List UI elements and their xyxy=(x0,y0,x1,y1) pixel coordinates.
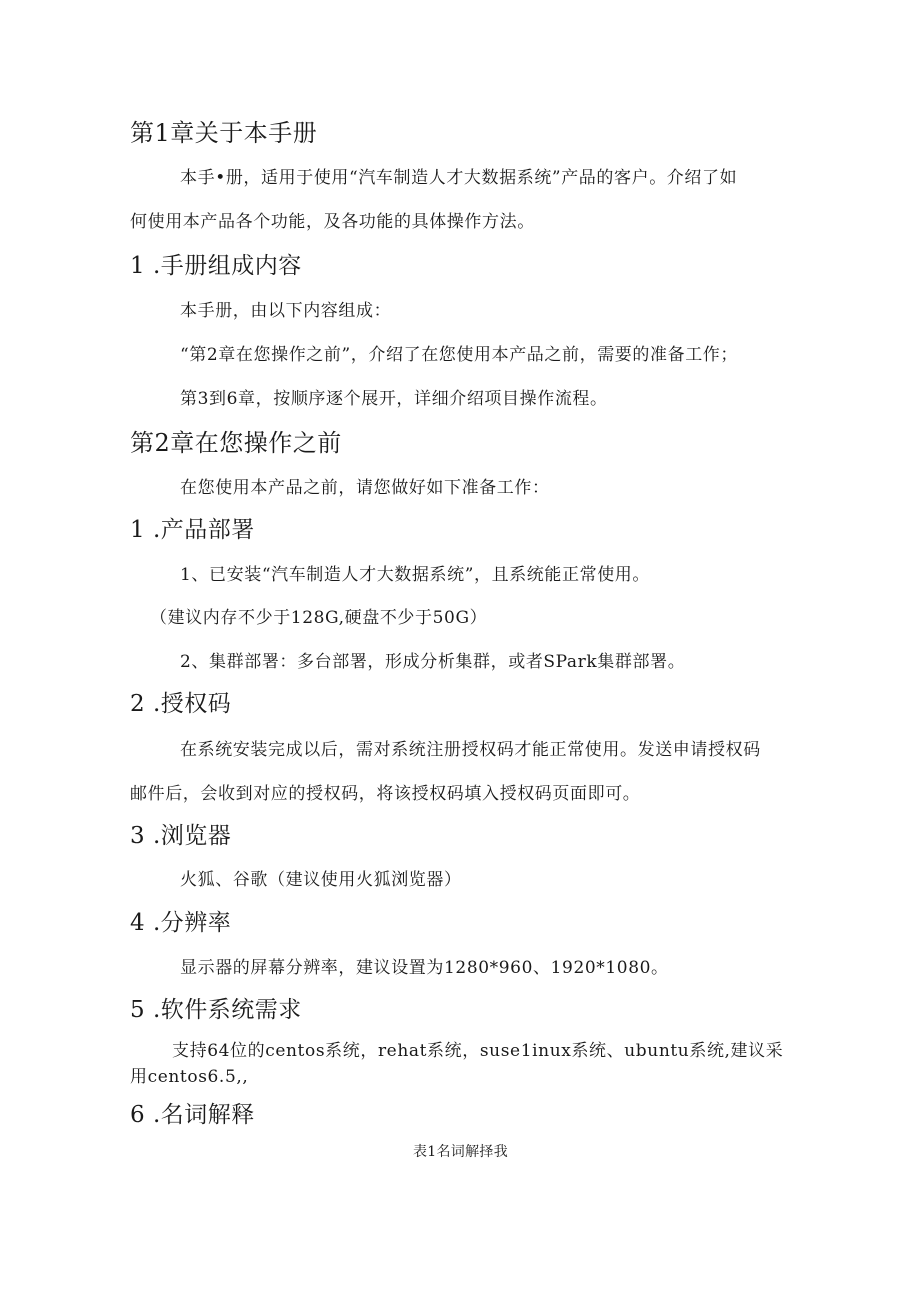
section-browser-line-1: 火狐、谷歌（建议使用火狐浏览器） xyxy=(180,870,462,890)
section-browser-heading: 3 .浏览器 xyxy=(130,823,232,849)
section-terms-heading: 6 .名词解释 xyxy=(130,1102,255,1128)
section-manual-contents-heading: 1 .手册组成内容 xyxy=(130,253,302,279)
section-license-line-2: 邮件后，会收到对应的授权码，将该授权码填入授权码页面即可。 xyxy=(130,784,641,804)
section-manual-line-1: 本手册，由以下内容组成： xyxy=(180,301,392,321)
section-manual-line-3: 第3到6章，按顺序逐个展开，详细介绍项目操作流程。 xyxy=(180,389,608,409)
section-software-heading: 5 .软件系统需求 xyxy=(130,997,302,1023)
section-deploy-line-2: （建议内存不少于128G,硬盘不少于50G） xyxy=(150,608,488,628)
section-deploy-heading: 1 .产品部署 xyxy=(130,517,255,543)
section-resolution-line-1: 显示器的屏幕分辨率，建议设置为1280*960、1920*1080。 xyxy=(180,958,669,978)
chapter-2-intro: 在您使用本产品之前，请您做好如下准备工作： xyxy=(180,478,550,498)
section-license-line-1: 在系统安装完成以后，需对系统注册授权码才能正常使用。发送申请授权码 xyxy=(180,740,761,760)
chapter-1-intro-line-2: 何使用本产品各个功能，及各功能的具体操作方法。 xyxy=(130,212,535,232)
section-manual-line-2: “第2章在您操作之前”，介绍了在您使用本产品之前，需要的准备工作； xyxy=(180,345,738,365)
section-deploy-line-1: 1、已安装“汽车制造人才大数据系统”，且系统能正常使用。 xyxy=(180,565,650,585)
section-license-heading: 2 .授权码 xyxy=(130,691,232,717)
chapter-2-heading: 第2章在您操作之前 xyxy=(130,429,342,457)
chapter-1-intro-line-1: 本手•册，适用于使用“汽车制造人才大数据系统”产品的客户。介绍了如 xyxy=(180,168,738,188)
chapter-1-heading: 第1章关于本手册 xyxy=(130,119,318,147)
section-software-line-2: 用centos6.5,, xyxy=(130,1067,249,1087)
section-resolution-heading: 4 .分辨率 xyxy=(130,910,232,936)
section-software-line-1: 支持64位的centos系统，rehat系统，suse1inux系统、ubuntu系统,建议采 xyxy=(172,1041,784,1061)
table-caption: 表1名词解择我 xyxy=(413,1144,509,1160)
section-deploy-line-3: 2、集群部署：多台部署，形成分析集群，或者SPark集群部署。 xyxy=(180,652,686,672)
